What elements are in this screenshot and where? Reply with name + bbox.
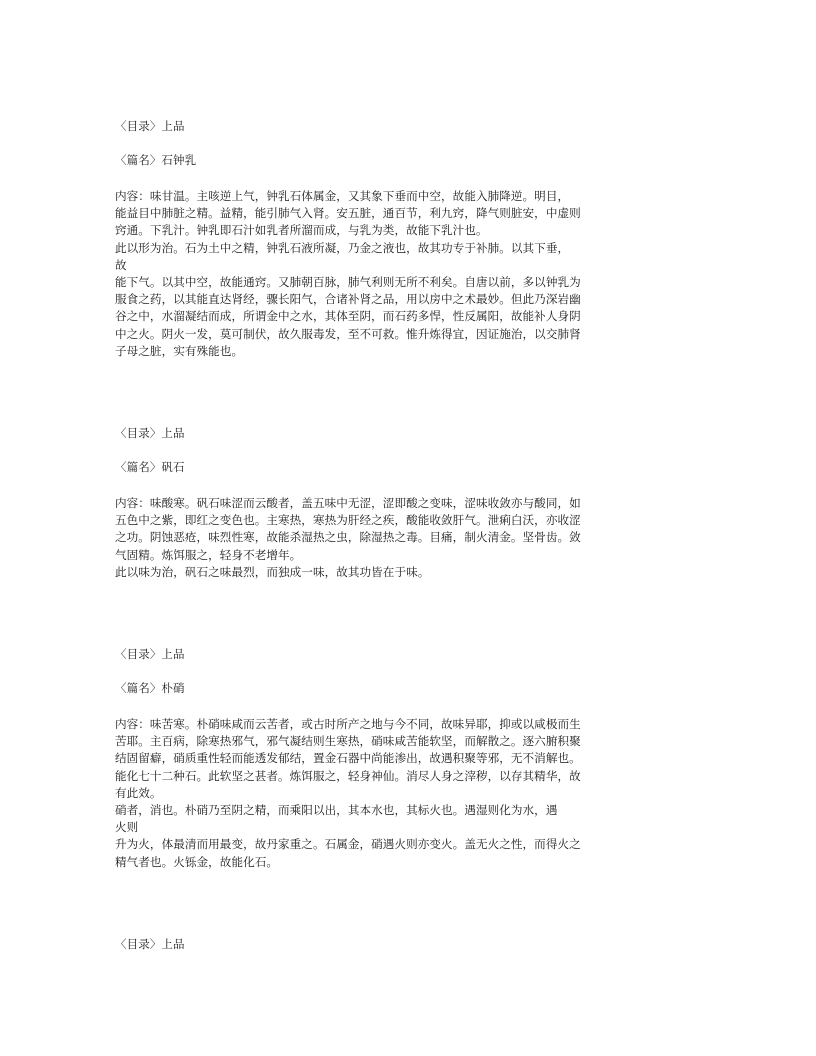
content-line: 中之火。阴火一发，莫可制伏，故久服毒发，至不可救。惟升炼得宜，因证施治，以交肺肾	[115, 326, 581, 341]
content-line: 谷之中，水溜凝结而成，所谓金中之水，其体至阴，而石药多悍，性反属阳，故能补人身阴	[115, 309, 581, 324]
catalog-label: 〈目录〉上品	[115, 426, 185, 441]
catalog-label: 〈目录〉上品	[115, 647, 185, 662]
content-line: 能下气。以其中空，故能通窍。又肺朝百脉，肺气利则无所不利矣。自唐以前，多以钟乳为	[115, 275, 581, 290]
content-line: 结固留癖，硝质重性轻而能透发郁结，置金石器中尚能渗出，故遇积聚等邪，无不消解也。	[115, 751, 581, 766]
content-line: 精气者也。火铄金，故能化石。	[115, 854, 279, 869]
document-entry	[115, 426, 701, 581]
content-line: 窍通。下乳汁。钟乳即石汁如乳者所溜而成，与乳为类，故能下乳汁也。	[115, 223, 488, 238]
entry-content	[115, 188, 701, 360]
content-line: 内容：味甘温。主咳逆上气，钟乳石体属金，又其象下垂而中空，故能入肺降逆。明目，	[115, 189, 570, 203]
content-line: 之功。阴蚀恶疮，味烈性寒，故能杀湿热之虫，除湿热之毒。目痛，制火清金。坚骨齿。敛	[115, 530, 581, 545]
entry-content	[115, 495, 701, 581]
content-line: 内容：味酸寒。矾石味涩而云酸者，盖五味中无涩，涩即酸之变味，涩味收敛亦与酸同，如	[115, 496, 581, 511]
content-line: 此以形为治。石为土中之精，钟乳石液所凝，乃金之液也，故其功专于补肺。以其下垂，	[115, 240, 570, 255]
document-body	[115, 119, 701, 951]
content-line: 五色中之紫，即红之变色也。主寒热，寒热为肝经之疾，酸能收敛肝气。泄痢白沃，亦收涩	[115, 513, 581, 528]
content-line: 硝者，消也。朴硝乃至阴之精，而乘阳以出，其本水也，其标火也。遇湿则化为水，遇	[115, 803, 558, 818]
content-line: 故	[115, 257, 127, 272]
content-line: 有此效。	[115, 785, 162, 800]
content-line: 苦耶。主百病，除寒热邪气，邪气凝结则生寒热，硝味咸苦能软坚，而解散之。逐六腑积聚	[115, 734, 581, 749]
content-line: 子母之脏，实有殊能也。	[115, 343, 244, 358]
catalog-label: 〈目录〉上品	[115, 936, 185, 951]
entry-content	[115, 716, 701, 871]
document-entry	[115, 119, 701, 360]
content-line: 气固精。炼饵服之，轻身不老增年。	[115, 547, 302, 562]
content-line: 内容：味苦寒。朴硝味咸而云苦者，或古时所产之地与今不同，故味异耶，抑或以咸极而生	[115, 717, 581, 732]
document-entry	[115, 647, 701, 871]
content-line: 能益目中肺脏之精。益精，能引肺气入肾。安五脏，通百节，利九窍，降气则脏安，中虚则	[115, 206, 581, 221]
content-line: 服食之药，以其能直达肾经，骤长阳气，合诸补肾之品，用以房中之术最妙。但此乃深岩幽	[115, 292, 581, 307]
document-entry	[115, 937, 701, 951]
content-line: 升为火，体最清而用最变，故丹家重之。石属金，硝遇火则亦变火。盖无火之性，而得火之	[115, 837, 581, 852]
content-line: 能化七十二种石。此软坚之甚者。炼饵服之，轻身神仙。消尽人身之滓秽，以存其精华，故	[115, 768, 581, 783]
entry-title: 〈篇名〉石钟乳	[115, 153, 197, 167]
entry-title: 〈篇名〉矾石	[115, 460, 185, 475]
content-line: 此以味为治，矾石之味最烈，而独成一味，故其功皆在于味。	[115, 564, 430, 579]
entry-title: 〈篇名〉朴硝	[115, 681, 185, 696]
content-line: 火则	[115, 820, 139, 835]
catalog-label: 〈目录〉上品	[115, 119, 185, 133]
